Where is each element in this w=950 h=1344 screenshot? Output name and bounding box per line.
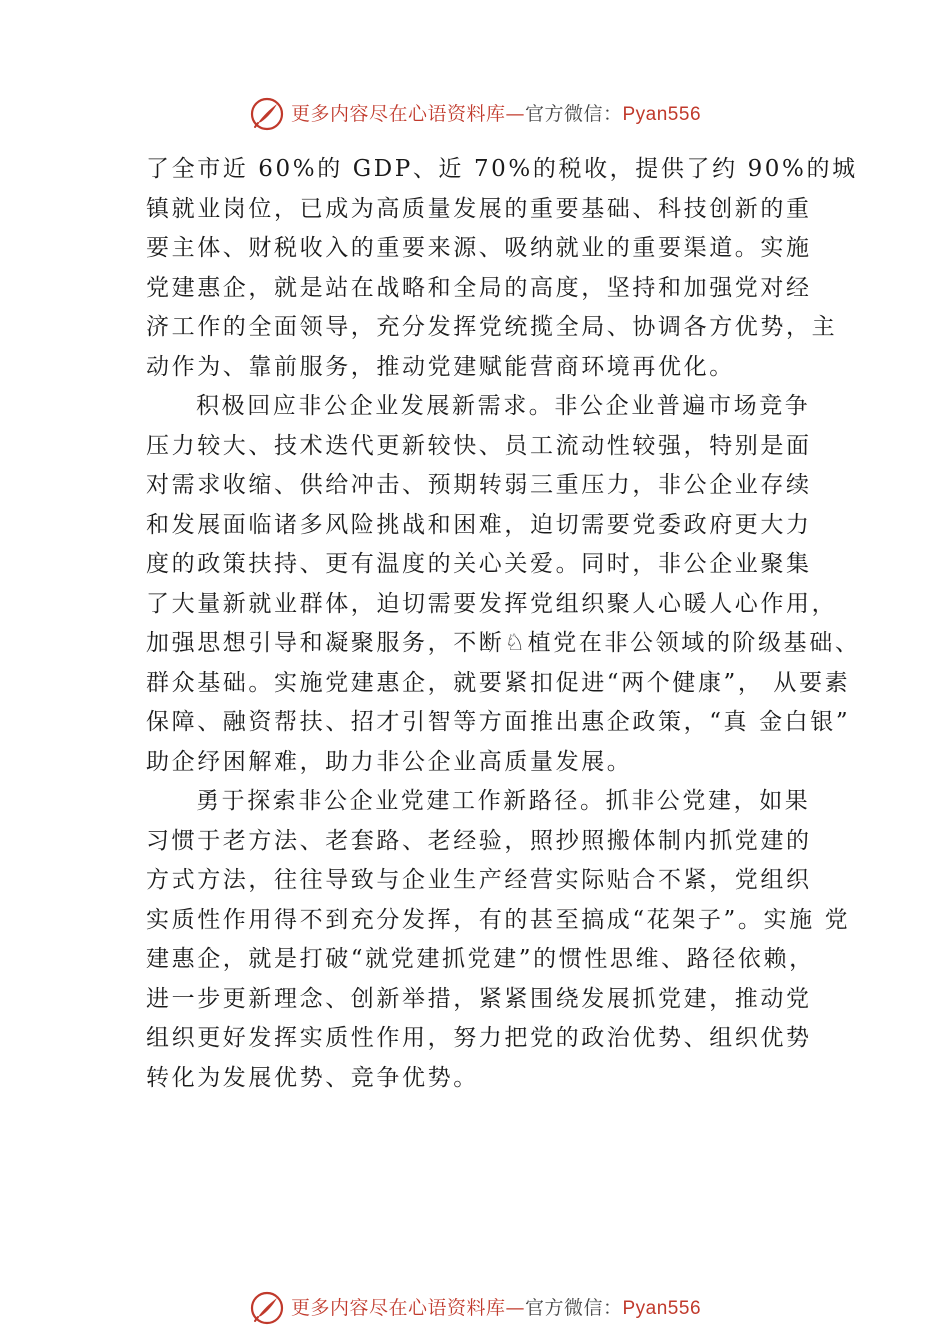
body-line: 对需求收缩、供给冲击、预期转弱三重压力，非公企业存续 [146, 472, 812, 498]
body-line: 进一步更新理念、创新举措，紧紧围绕发展抓党建，推动党 [146, 985, 812, 1012]
body-line: 保障、融资帮扶、招才引智等方面推出惠企政策，“真 金白银” [146, 709, 851, 735]
body-line: 加强思想引导和凝聚服务，不断♘植党在非公领域的阶级基础、 [146, 630, 861, 656]
footer-banner [0, 1288, 950, 1328]
body-line: 转化为发展优势、竞争优势。 [146, 1064, 479, 1091]
footer-banner-text [291, 1288, 701, 1329]
body-line: 动作为、靠前服务，推动党建赋能营商环境再优化。 [146, 353, 735, 380]
header-wechat-id: Pyan556 [622, 103, 702, 125]
body-line: 习惯于老方法、老套路、老经验，照抄照搬体制内抓党建的 [146, 827, 812, 854]
body-line: 和发展面临诸多风险挑战和困难，迫切需要党委政府更大力 [146, 511, 812, 538]
body-line: 镇就业岗位，已成为高质量发展的重要基础、科技创新的重 [146, 195, 812, 222]
body-line: 建惠企，就是打破“就党建抓党建”的惯性思维、路径依赖， [146, 946, 815, 972]
header-promo-text: 更多内容尽在心语资料库 [290, 102, 506, 125]
body-line: 压力较大、技术迭代更新较快、员工流动性较强，特别是面 [146, 432, 812, 459]
footer-separator: — [505, 1296, 525, 1319]
body-line: 党建惠企，就是站在战略和全局的高度，坚持和加强党对经 [146, 274, 812, 301]
body-line: 度的政策扶持、更有温度的关心关爱。同时，非公企业聚集 [146, 551, 812, 577]
body-line: 助企纾困解难，助力非公企业高质量发展。 [146, 748, 633, 775]
quill-pen-logo-icon [249, 96, 285, 132]
body-line: 组织更好发挥实质性作用，努力把党的政治优势、组织优势 [146, 1025, 812, 1051]
body-line: 要主体、财税收入的重要来源、吸纳就业的重要渠道。实施 [146, 235, 812, 261]
paragraph-heading-line: 积极回应非公企业发展新需求。非公企业普遍市场竞争 [196, 393, 811, 419]
body-line: 了全市近 60%的 GDP、近 70%的税收，提供了约 90%的城 [146, 156, 858, 182]
footer-wechat-id: Pyan556 [622, 1297, 702, 1319]
paragraph-heading-line: 勇于探索非公企业党建工作新路径。抓非公党建，如果 [196, 788, 811, 814]
header-banner-text [291, 94, 701, 135]
footer-wechat-label: 官方微信： [524, 1296, 623, 1319]
body-line: 群众基础。实施党建惠企，就要紧扣促进“两个健康”， 从要素 [146, 669, 851, 696]
document-body [146, 150, 866, 1098]
footer-promo-text: 更多内容尽在心语资料库 [290, 1296, 506, 1319]
body-line: 了大量新就业群体，迫切需要发挥党组织聚人心暖人心作用， [146, 590, 838, 617]
header-banner [0, 94, 950, 134]
quill-pen-logo-icon [249, 1290, 285, 1326]
body-line: 实质性作用得不到充分发挥，有的甚至搞成“花架子”。实施 党 [146, 906, 851, 933]
body-line: 济工作的全面领导，充分发挥党统揽全局、协调各方优势，主 [146, 314, 838, 340]
header-wechat-label: 官方微信： [524, 102, 623, 125]
header-separator: — [505, 102, 525, 125]
body-line: 方式方法，往往导致与企业生产经营实际贴合不紧，党组织 [146, 867, 812, 893]
